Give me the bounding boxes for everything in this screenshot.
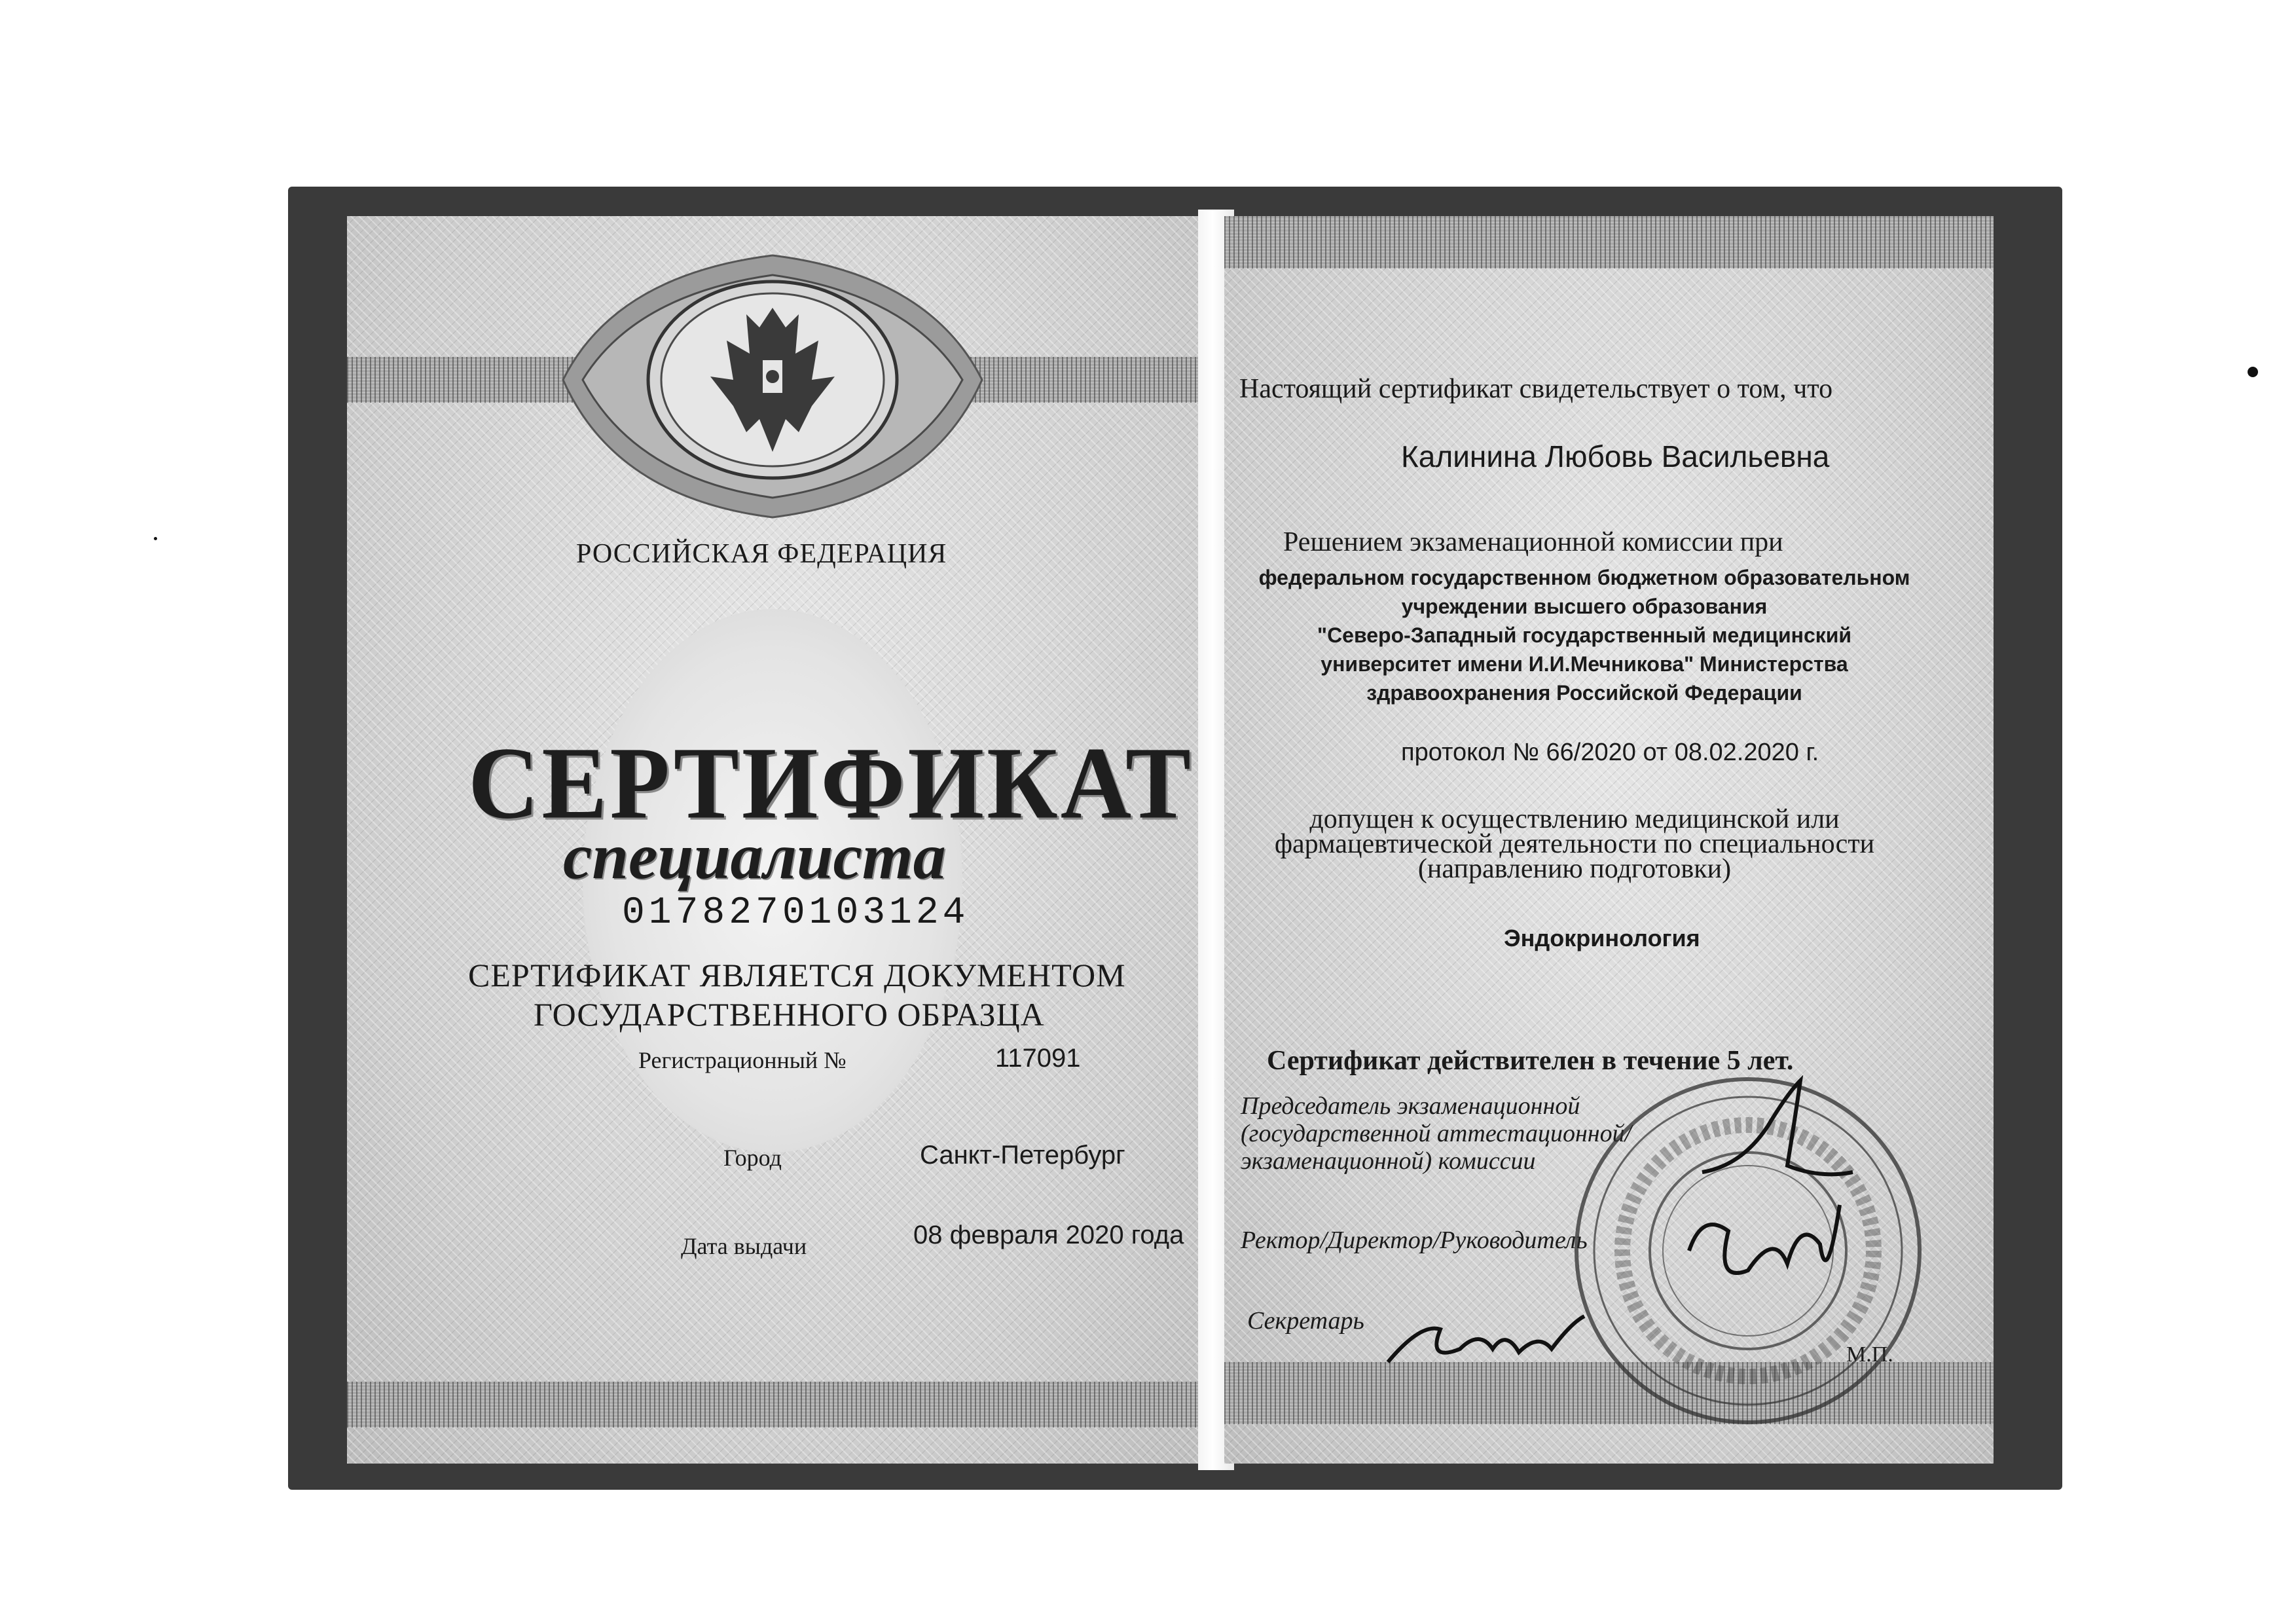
chair-line: экзаменационной) комиссии [1241,1147,1536,1175]
registration-value: 117091 [995,1044,1081,1073]
admission-line: фармацевтической деятельности по специальности [1274,829,1875,859]
coat-of-arms-icon [537,236,1008,524]
registration-label: Регистрационный № [638,1047,847,1073]
rector-label: Ректор/Директор/Руководитель [1241,1227,1588,1254]
country-label: РОССИЙСКАЯ ФЕДЕРАЦИЯ [576,539,947,569]
state-document-note-line2: ГОСУДАРСТВЕННОГО ОБРАЗЦА [534,996,1045,1033]
signature-icon [1689,1067,1859,1198]
certificate-intro: Настоящий сертификат свидетельствует о том, что [1239,374,1833,404]
signature-icon [1676,1192,1859,1310]
protocol-reference: протокол № 66/2020 от 08.02.2020 г. [1401,739,1819,766]
commission-decision: Решением экзаменационной комиссии при [1283,527,1783,557]
chair-line: (государственной аттестационной/ [1241,1120,1632,1147]
organization-line: университет имени И.И.Мечникова" Министерства [1321,652,1848,676]
admission-line: допущен к осуществлению медицинской или [1309,804,1840,834]
specialty: Эндокринология [1504,925,1700,951]
holder-name: Калинина Любовь Васильевна [1401,439,1830,473]
state-document-note-line1: СЕРТИФИКАТ ЯВЛЯЕТСЯ ДОКУМЕНТОМ [468,957,1126,993]
admission-block [1241,804,1908,884]
city-label: Город [723,1145,782,1171]
guilloche-band-top [1224,216,1994,268]
secretary-label: Секретарь [1247,1307,1364,1335]
stamp-place-label: М.П. [1846,1342,1893,1367]
chair-line: Председатель экзаменационной [1241,1092,1580,1120]
organization-line: "Северо-Западный государственный медицинский [1317,623,1852,647]
organization-line: учреждении высшего образования [1401,595,1768,618]
admission-line: (направлению подготовки) [1417,854,1732,884]
signature-icon [1381,1303,1604,1375]
organization-block [1231,563,1938,707]
organization-line: федеральном государственном бюджетном образовательном [1258,566,1910,589]
issue-date-label: Дата выдачи [681,1233,807,1259]
scan-speck [154,537,157,540]
serial-number: 0178270103124 [622,892,970,934]
city-value: Санкт-Петербург [920,1141,1125,1170]
validity-statement: Сертификат действителен в течение 5 лет. [1267,1046,1794,1076]
guilloche-band-bottom [347,1382,1208,1428]
certificate-subtitle: специалиста [563,820,946,893]
issue-date-value: 08 февраля 2020 года [913,1221,1184,1249]
organization-line: здравоохранения Российской Федерации [1366,681,1802,705]
certificate-title: СЕРТИФИКАТ [468,726,1194,841]
scan-speck [2248,367,2258,377]
